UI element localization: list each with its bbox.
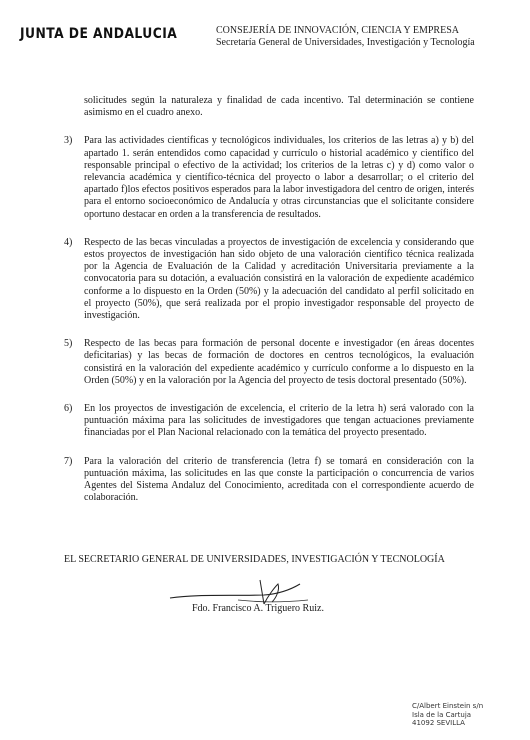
- criteria-item-3: [64, 135, 474, 220]
- item-text: Para la valoración del criterio de transferencia (letra f) se tomará en consideración con la puntuación máxima, las solicitudes en las que conste la participación o concurrencia de varios Agentes del Sistema Andaluz del Conocimiento, acreditada con el correspondiente acuerdo de colaboración.: [84, 455, 474, 504]
- signed-by: Fdo. Francisco A. Triguero Ruiz.: [192, 603, 324, 614]
- document-body: [64, 95, 474, 504]
- junta-logo: JUNTA DE ANDALUCIA: [20, 26, 178, 42]
- address-block: [412, 702, 512, 728]
- address-line: Isla de la Cartuja: [412, 710, 472, 719]
- secretariat-name: Secretaría General de Universidades, Investigación y Tecnología: [216, 37, 475, 48]
- item-text: Para las actividades científicas y tecnológicos individuales, los criterios de las letras a) y b) del apartado 1. serán entendidos como capacidad y currículo o historial académico y científico del responsable principal o efectivo de la actividad; los criterios de la letras c) y d) como valor o relevancia académica y científico-técnica del proyecto o labor a desarrollar; o el criterio del apartado f)los efectos positivos esperados para la labor investigadora del centro de origen, interés para el entorno socioeconómico de Andalucía y otras circunstancias que el solicitante considere oportuno destacar en orden a la transferencia de resultados.: [84, 135, 474, 220]
- item-text: En los proyectos de investigación de excelencia, el criterio de la letra h) será valorado con la puntuación máxima para las solicitudes de investigadores que tengan actuaciones previamente financiadas por el Plan Nacional relacionado con la temática del proyecto presentado.: [84, 403, 474, 439]
- criteria-item-5: [64, 338, 474, 387]
- item-number: 5): [64, 338, 73, 350]
- criteria-item-4: [64, 237, 474, 322]
- address-line: 41092 SEVILLA: [412, 719, 465, 727]
- address-line: C/Albert Einstein s/n: [412, 702, 484, 710]
- item-text: Respecto de las becas para formación de personal docente e investigador (en áreas docentes deficitarias) y las becas de formación de doctores en centros tecnológicos, la evaluación consistirá en la valoración del expediente académico y currículo conforme a lo dispuesto en la Orden (50%) y en la valoración por la Agencia del proyecto de tesis doctoral presentado (50%).: [84, 338, 474, 386]
- item-number: 4): [64, 236, 73, 248]
- department-header: [216, 25, 516, 49]
- item-number: 6): [64, 403, 73, 415]
- item-number: 3): [64, 135, 73, 147]
- criteria-item-7: [64, 456, 474, 505]
- criteria-item-6: [64, 403, 474, 440]
- intro-paragraph: solicitudes según la naturaleza y finalidad de cada incentivo. Tal determinación se contiene asimismo en el cuadro anexo.: [84, 95, 474, 119]
- item-text: Respecto de las becas vinculadas a proyectos de investigación de excelencia y considerando que estos proyectos de investigación han sido objeto de una valoración científico técnica realizada por la Agencia de Evaluación de la Calidad y acreditación Universitaria previamente a la convocatoria para su dotación, a evaluación consistirá en la valoración de expediente académico conforme a lo dispuesto en la Orden (50%) y la adecuación del candidato al perfil solicitado en el proyecto (50%), que será realizada por el propio investigador responsable del proyecto de investigación.: [84, 236, 474, 322]
- signatory-title: EL SECRETARIO GENERAL DE UNIVERSIDADES, INVESTIGACIÓN Y TECNOLOGÍA: [64, 554, 445, 565]
- item-number: 7): [64, 455, 73, 467]
- department-name: CONSEJERÍA DE INNOVACIÓN, CIENCIA Y EMPRESA: [216, 25, 459, 36]
